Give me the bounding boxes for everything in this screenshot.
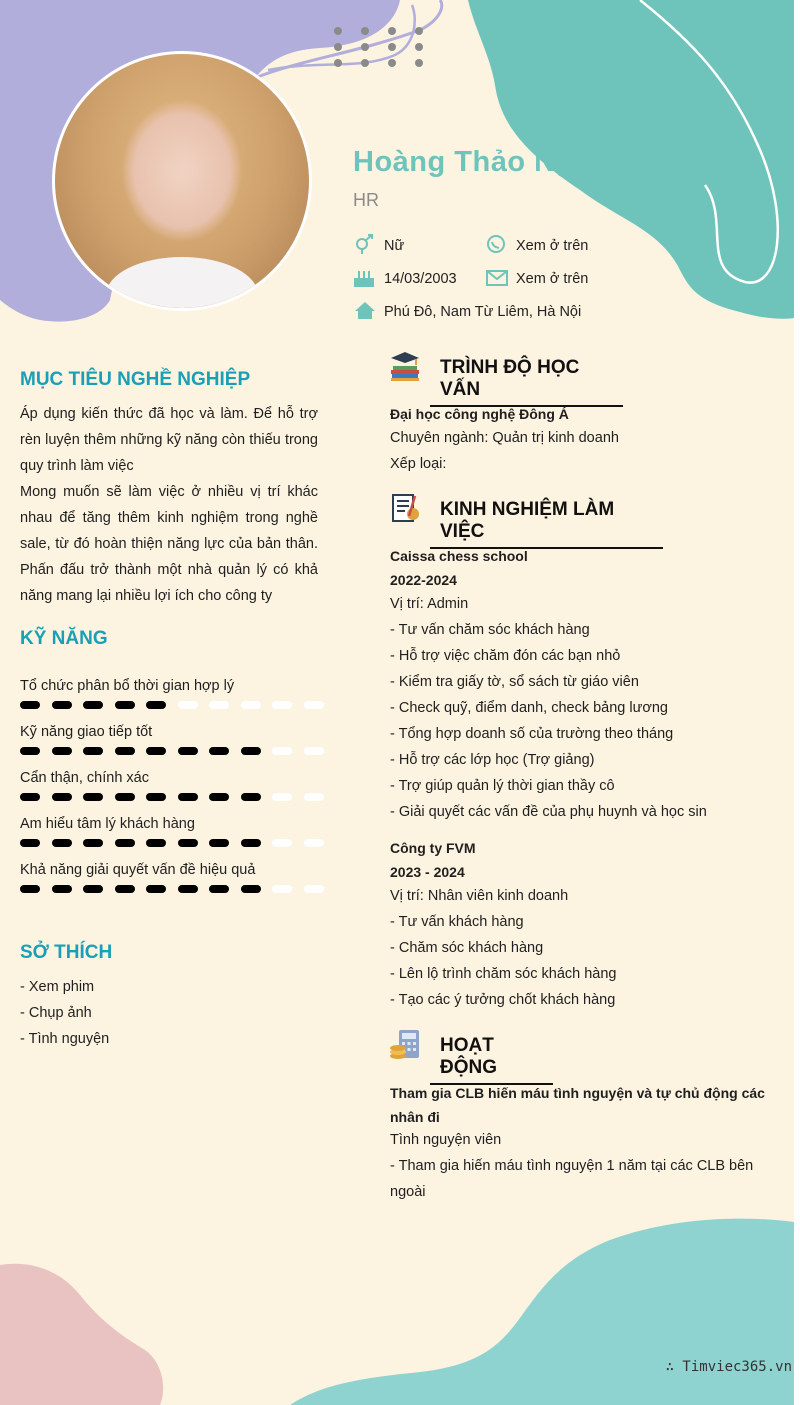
major: Chuyên ngành: Quản trị kinh doanh [390,430,619,446]
activity-desc: - Tham gia hiến máu tình nguyện 1 năm tại các CLB bên ngoài [390,1158,754,1200]
skill-dash [272,839,292,847]
job-task: - Hỗ trợ việc chăm đón các bạn nhỏ [390,648,621,664]
activities-heading: HOẠT ĐỘNG [430,1035,553,1085]
skill-dash [83,839,103,847]
job-period: 2022-2024 [390,572,457,588]
job-position: Vị trí: Nhân viên kinh doanh [390,888,569,904]
home-icon [354,301,376,321]
career-goal-text-1: Áp dụng kiến thức đã học và làm. Để hỗ trợ rèn luyện thêm những kỹ năng còn thiếu trong quy trình làm việc [20,406,318,474]
hobby-item: - Tình nguyện [20,1031,110,1047]
skill-dash [209,885,229,893]
skill-label: Cẩn thận, chính xác [20,770,149,786]
job-company: Công ty FVM [390,840,476,856]
skill-dash [209,701,229,709]
activity-org: Tham gia CLB hiến máu tình nguyện và tự chủ động các nhân đi [390,1085,765,1125]
skill-dash [146,747,166,755]
skill-dash [209,747,229,755]
skill-bar [20,837,320,849]
skill-dash [178,747,198,755]
skill-dash [304,793,324,801]
skill-dash [83,793,103,801]
education-heading: TRÌNH ĐỘ HỌC VẤN [430,357,623,407]
skill-dash [20,747,40,755]
skill-dash [115,793,135,801]
whatsapp-icon [486,234,508,254]
skill-dash [272,747,292,755]
skill-label: Am hiểu tâm lý khách hàng [20,816,195,832]
skill-dash [272,701,292,709]
activities-calculator-icon [389,1028,421,1060]
school-name: Đại học công nghệ Đông Á [390,406,569,422]
birthday-value: 14/03/2003 [384,271,457,287]
skill-dash [241,885,261,893]
skill-dash [241,793,261,801]
profile-photo [52,51,312,311]
skill-dash [115,701,135,709]
job-period: 2023 - 2024 [390,864,465,880]
skill-label: Tổ chức phân bổ thời gian hợp lý [20,678,235,694]
skill-label: Khả năng giải quyết vấn đề hiệu quả [20,862,256,878]
skill-dash [115,885,135,893]
skill-dash [115,839,135,847]
skill-dash [209,793,229,801]
skill-bar [20,883,320,895]
job-company: Caissa chess school [390,548,528,564]
skill-dash [52,701,72,709]
job-task: - Check quỹ, điểm danh, check bảng lương [390,700,668,716]
job-task: - Lên lộ trình chăm sóc khách hàng [390,966,617,982]
experience-document-icon [389,492,421,524]
skills-heading: KỸ NĂNG [20,628,108,649]
job-task: - Tư vấn chăm sóc khách hàng [390,622,590,638]
activity-role: Tình nguyện viên [390,1132,502,1148]
hobbies-heading: SỞ THÍCH [20,942,113,963]
skill-dash [272,793,292,801]
birthday-cake-icon [353,268,375,288]
gender-value: Nữ [384,238,405,254]
career-goal-text-2: Mong muốn sẽ làm việc ở nhiều vị trí khác nhau để tăng thêm kinh nghiệm trong nghề sale, từ đó hoàn thiện năng lực của bản thân. Phấn đấu trở thành một nhà quản lý có khả năng mang lại nhiều lợi ích cho công ty [20,484,318,604]
skill-dash [241,701,261,709]
hobby-item: - Chụp ảnh [20,1005,92,1021]
skill-dash [52,839,72,847]
gender-icon [354,234,376,254]
rank: Xếp loại: [390,456,447,472]
skill-label: Kỹ năng giao tiếp tốt [20,724,153,740]
skill-dash [146,885,166,893]
skill-dash [304,701,324,709]
brand-watermark: ∴ Timviec365.vn [665,1359,792,1375]
education-books-icon [389,350,421,382]
skill-dash [272,885,292,893]
skill-bar [20,699,320,711]
skill-dash [52,885,72,893]
skill-dash [52,747,72,755]
skill-dash [304,885,324,893]
job-position: Vị trí: Admin [390,596,469,612]
candidate-role: HR [353,190,379,210]
job-task: - Tư vấn khách hàng [390,914,524,930]
job-task: - Tổng hợp doanh số của trường theo tháng [390,726,674,742]
skill-dash [241,839,261,847]
skill-dash [115,747,135,755]
skill-dash [83,885,103,893]
job-task: - Giải quyết các vấn đề của phụ huynh và học sin [390,804,707,820]
skill-dash [178,701,198,709]
job-task: - Kiểm tra giấy tờ, sổ sách từ giáo viên [390,674,639,690]
job-task: - Hỗ trợ các lớp học (Trợ giảng) [390,752,595,768]
email-value: Xem ở trên [516,271,589,287]
career-goal-heading: MỤC TIÊU NGHỀ NGHIỆP [20,369,251,390]
skill-dash [52,793,72,801]
skill-dash [304,747,324,755]
job-task: - Chăm sóc khách hàng [390,940,544,956]
candidate-name: Hoàng Thảo Nguyên [353,146,644,178]
skill-dash [178,885,198,893]
skill-dash [20,885,40,893]
skill-dash [20,701,40,709]
email-icon [486,268,508,288]
job-task: - Trợ giúp quản lý thời gian thầy cô [390,778,615,794]
skill-dash [146,701,166,709]
phone-value: Xem ở trên [516,238,589,254]
skill-dash [20,839,40,847]
skill-dash [146,793,166,801]
skill-dash [83,701,103,709]
skill-bar [20,745,320,757]
skill-dash [241,747,261,755]
skill-dash [304,839,324,847]
address-value: Phú Đô, Nam Từ Liêm, Hà Nội [384,304,582,320]
skill-dash [83,747,103,755]
skill-dash [20,793,40,801]
hobby-item: - Xem phim [20,979,95,995]
skill-bar [20,791,320,803]
skill-dash [146,839,166,847]
skill-dash [178,839,198,847]
job-task: - Tạo các ý tưởng chốt khách hàng [390,992,616,1008]
skill-dash [178,793,198,801]
skill-dash [209,839,229,847]
experience-heading: KINH NGHIỆM LÀM VIỆC [430,499,663,549]
